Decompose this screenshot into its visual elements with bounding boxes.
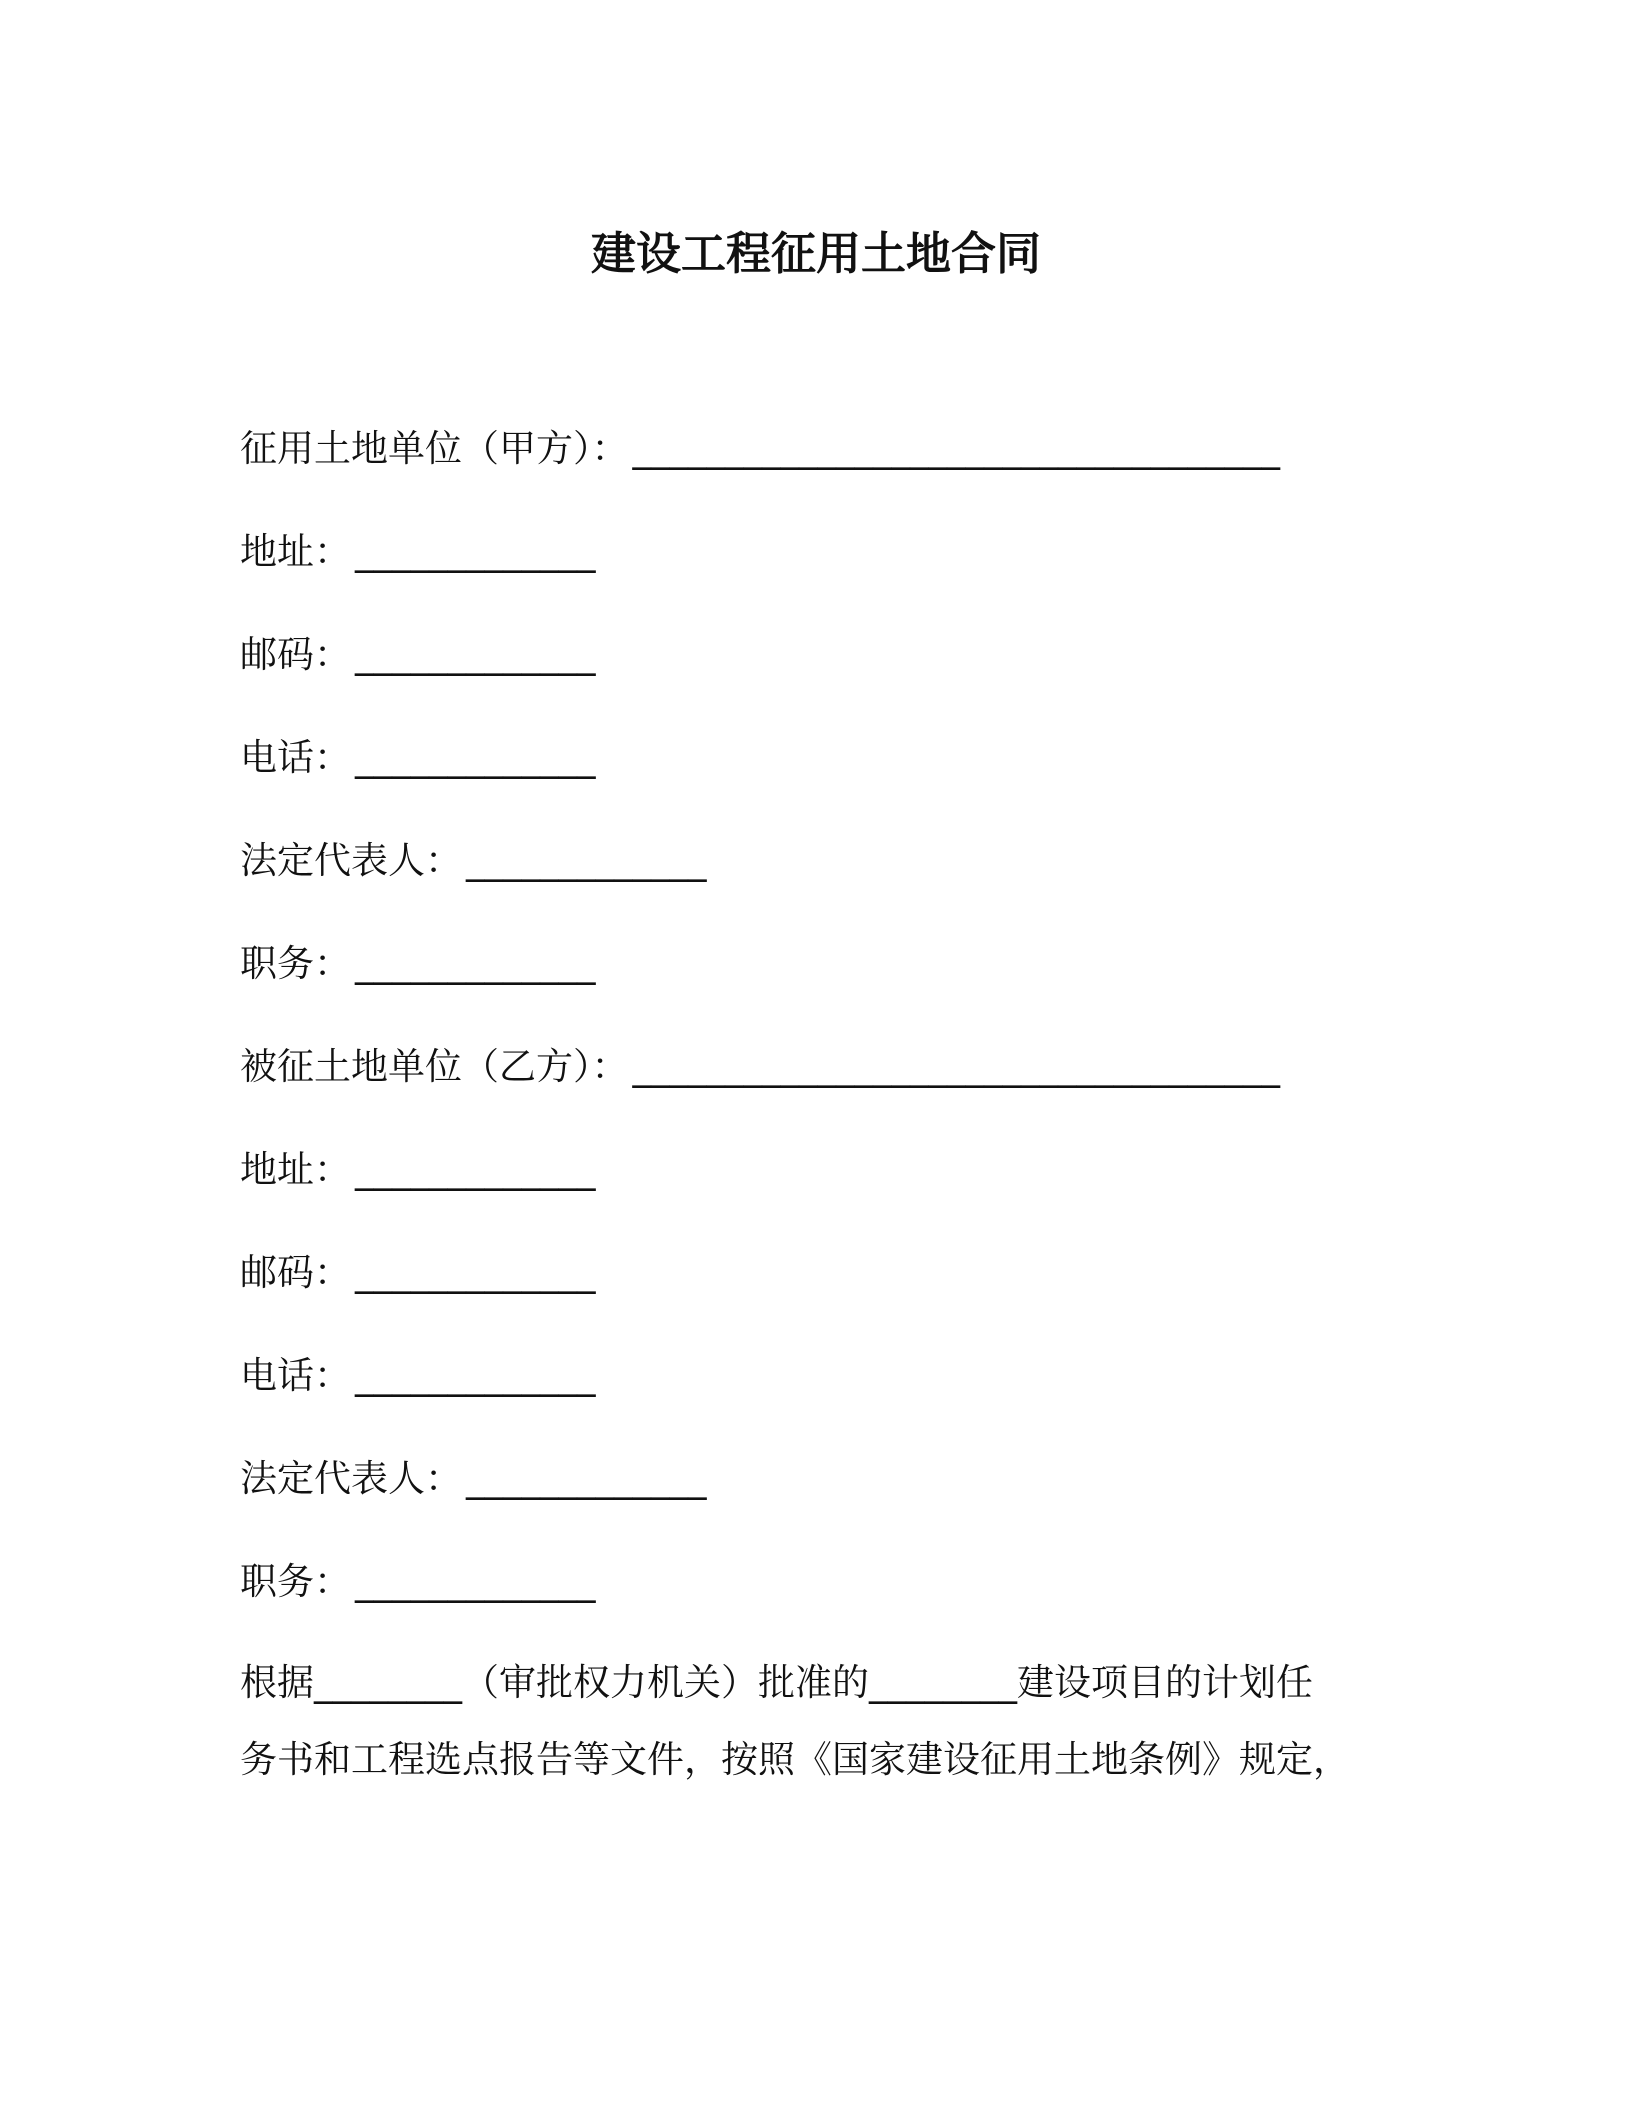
party-a-position-row [240, 935, 1440, 1038]
party-b-address-blank: _____________ [355, 1148, 596, 1191]
party-b-postcode-row [240, 1244, 1440, 1347]
paragraph-line: 根据________（审批权力机关）批准的________建设项目的计划任 [240, 1661, 1313, 1704]
party-b-legal-rep-row [240, 1450, 1440, 1553]
party-b-phone-blank: _____________ [355, 1354, 596, 1397]
party-b-unit-row [240, 1038, 1440, 1141]
party-b-postcode-blank: _____________ [355, 1251, 596, 1294]
party-a-postcode-blank: _____________ [355, 633, 596, 676]
party-b-unit-blank: ___________________________________ [632, 1045, 1280, 1088]
party-a-postcode-label: 邮码： [240, 633, 351, 676]
party-a-unit-row [240, 420, 1440, 523]
party-a-address-row [240, 523, 1440, 626]
party-b-position-blank: _____________ [355, 1560, 596, 1603]
party-a-legal-rep-row [240, 832, 1440, 935]
party-b-address-row [240, 1141, 1440, 1244]
party-b-postcode-label: 邮码： [240, 1251, 351, 1294]
party-a-phone-row [240, 729, 1440, 832]
party-b-phone-row [240, 1347, 1440, 1450]
party-b-legal-rep-blank: _____________ [466, 1457, 707, 1500]
party-a-phone-blank: _____________ [355, 736, 596, 779]
party-a-position-label: 职务： [240, 942, 351, 985]
document-title: 建设工程征用土地合同 [590, 227, 1041, 281]
party-b-legal-rep-label: 法定代表人： [240, 1457, 462, 1500]
party-a-legal-rep-blank: _____________ [466, 839, 707, 882]
party-a-position-blank: _____________ [355, 942, 596, 985]
party-info-fields [240, 420, 1440, 1656]
contract-basis-paragraph [240, 1644, 1390, 1798]
party-a-unit-label: 征用土地单位（甲方）： [240, 427, 629, 470]
party-b-address-label: 地址： [240, 1148, 351, 1191]
party-b-unit-label: 被征土地单位（乙方）： [240, 1045, 629, 1088]
party-a-unit-blank: ___________________________________ [632, 427, 1280, 470]
party-a-legal-rep-label: 法定代表人： [240, 839, 462, 882]
party-b-position-row [240, 1553, 1440, 1656]
paragraph-line: 务书和工程选点报告等文件，按照《国家建设征用土地条例》规定， [240, 1738, 1350, 1781]
party-a-address-label: 地址： [240, 530, 351, 573]
party-b-phone-label: 电话： [240, 1354, 351, 1397]
party-a-address-blank: _____________ [355, 530, 596, 573]
party-a-phone-label: 电话： [240, 736, 351, 779]
party-b-position-label: 职务： [240, 1560, 351, 1603]
party-a-postcode-row [240, 626, 1440, 729]
